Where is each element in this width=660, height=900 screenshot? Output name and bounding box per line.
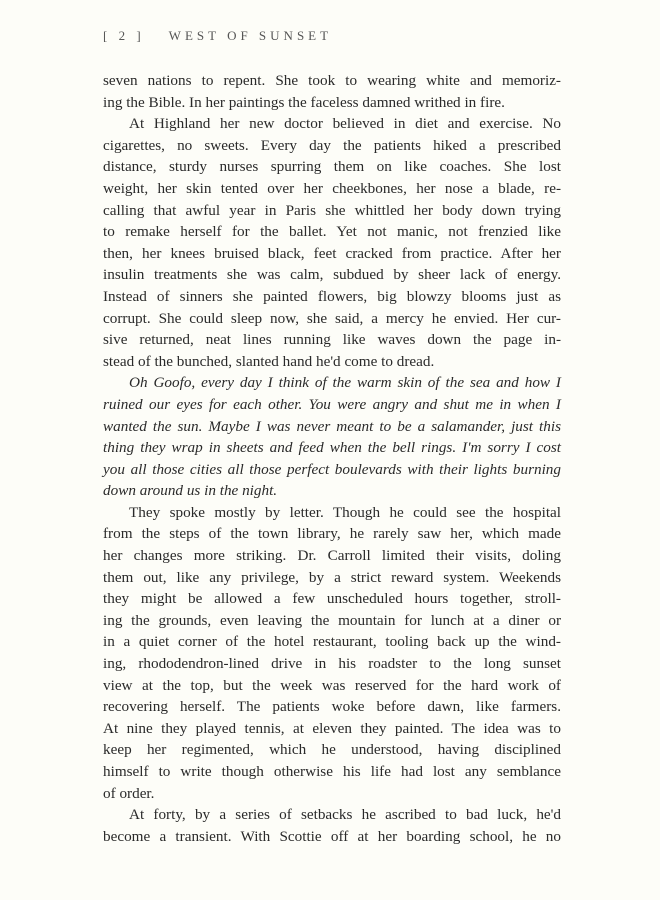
paragraph-line: stead of the bunched, slanted hand he'd come to dread. bbox=[103, 352, 435, 370]
paragraph-line: ing the Bible. In her paintings the faceless damned writhed in fire. bbox=[103, 93, 505, 111]
paragraph-line: calling that awful year in Paris she whittled her body down trying bbox=[103, 201, 561, 219]
page-number: [ 2 ] bbox=[103, 28, 145, 43]
paragraph-line: distance, sturdy nurses spurring them on like coaches. She lost bbox=[103, 158, 561, 176]
paragraph-line: ing the grounds, even leaving the mountain for lunch at a diner or bbox=[103, 611, 561, 629]
paragraph-line: recovering herself. The patients woke before dawn, like farmers. bbox=[103, 698, 561, 716]
running-head bbox=[103, 28, 332, 44]
paragraph-line: insulin treatments she was calm, subdued by sheer lack of energy. bbox=[103, 266, 561, 284]
paragraph-line: view at the top, but the week was reserved for the hard work of bbox=[103, 676, 561, 694]
paragraph-line: keep her regimented, which he understood, having disciplined bbox=[103, 741, 561, 759]
paragraph-line: of order. bbox=[103, 784, 155, 802]
letter-quote-line: wanted the sun. Maybe I was never meant to be a salamander, just this bbox=[103, 417, 561, 435]
paragraph-line: in a quiet corner of the hotel restaurant, tooling back up the wind- bbox=[103, 633, 561, 651]
body-text bbox=[103, 70, 561, 847]
paragraph-line: weight, her skin tented over her cheekbones, her nose a blade, re- bbox=[103, 179, 561, 197]
paragraph-line: sive returned, neat lines running like waves down the page in- bbox=[103, 331, 561, 349]
paragraph-line: They spoke mostly by letter. Though he could see the hospital bbox=[129, 503, 561, 521]
letter-quote-line: ruined our eyes for each other. You were angry and shut me in when I bbox=[103, 395, 561, 413]
paragraph-line: At forty, by a series of setbacks he ascribed to bad luck, he'd bbox=[129, 806, 561, 824]
paragraph-line: then, her knees bruised black, feet cracked from practice. After her bbox=[103, 244, 561, 262]
paragraph-line: become a transient. With Scottie off at her boarding school, he no bbox=[103, 827, 561, 845]
letter-quote-line: Oh Goofo, every day I think of the warm skin of the sea and how I bbox=[129, 374, 561, 392]
letter-quote-line: down around us in the night. bbox=[103, 482, 278, 500]
paragraph-line: Instead of sinners she painted flowers, big blowzy blooms just as bbox=[103, 287, 561, 305]
paragraph-line: from the steps of the town library, he rarely saw her, which made bbox=[103, 525, 561, 543]
letter-quote-line: you all those cities all those perfect boulevards with their lights burning bbox=[103, 460, 561, 478]
paragraph-line: they might be allowed a few unscheduled hours together, stroll- bbox=[103, 590, 561, 608]
paragraph-line: her changes more striking. Dr. Carroll limited their visits, doling bbox=[103, 547, 561, 565]
letter-quote-line: thing they wrap in sheets and feed when the bell rings. I'm sorry I cost bbox=[103, 439, 561, 457]
paragraph-line: himself to write though otherwise his life had lost any semblance bbox=[103, 763, 561, 780]
paragraph-line: At Highland her new doctor believed in diet and exercise. No bbox=[129, 115, 561, 133]
paragraph-line: to remake herself for the ballet. Yet not manic, not frenzied like bbox=[103, 223, 561, 241]
paragraph-line: At nine they played tennis, at eleven they painted. The idea was to bbox=[103, 719, 561, 737]
paragraph-line: them out, like any privilege, by a strict reward system. Weekends bbox=[103, 568, 561, 586]
book-title: WEST OF SUNSET bbox=[168, 28, 333, 43]
paragraph-line: seven nations to repent. She took to wearing white and memoriz- bbox=[103, 72, 561, 89]
paragraph-line: corrupt. She could sleep now, she said, a mercy he envied. Her cur- bbox=[103, 309, 561, 327]
paragraph-line: cigarettes, no sweets. Every day the patients hiked a prescribed bbox=[103, 136, 561, 154]
paragraph-line: ing, rhododendron-lined drive in his roadster to the long sunset bbox=[103, 655, 561, 673]
